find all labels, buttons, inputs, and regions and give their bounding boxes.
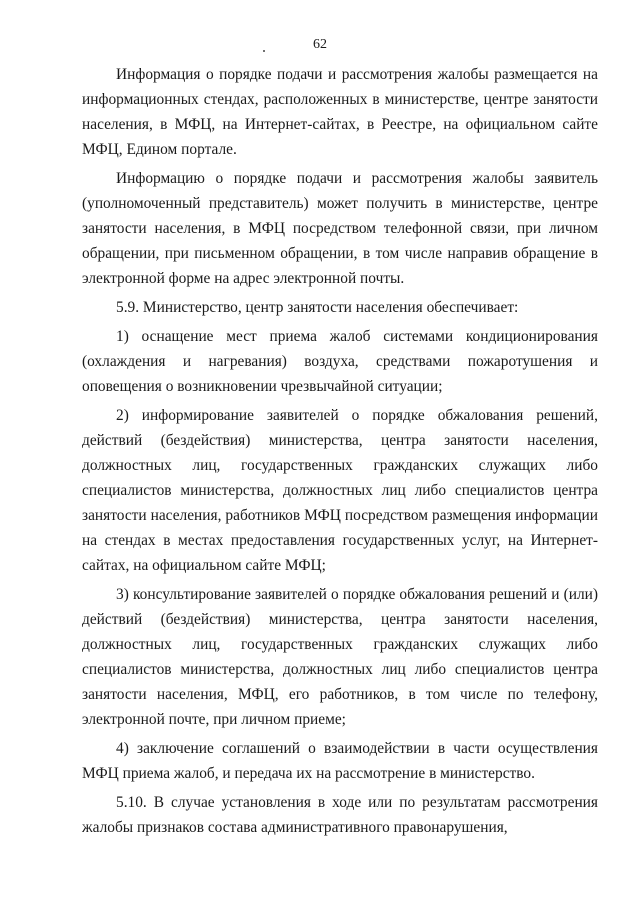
paragraph-item-3: 3) консультирование заявителей о порядке обжалования решений и (или) действий (бездействия) министерства, центра занятости населения, должностных лиц, государственных гражданских служащих либо специалистов министерства, должностных лиц либо специалистов центра занятости населения, МФЦ, его работников, в том числе по телефону, электронной почте, при личном приеме; (82, 586, 598, 728)
paragraph-item-2: 2) информирование заявителей о порядке обжалования решений, действий (бездействия) министерства, центра занятости населения, должностных лиц, государственных гражданских служащих либо специалистов министерства, должностных лиц либо специалистов центра занятости населения, работников МФЦ посредством размещения информации на стендах в местах предоставления государственных услуг, на Интернет-сайтах, на официальном сайте МФЦ; (82, 407, 598, 574)
paragraph-complaint-info-placement: Информация о порядке подачи и рассмотрения жалобы размещается на информационных стендах, расположенных в министерстве, центре занятости населения, в МФЦ, на Интернет-сайтах, в Реестре, на официальном сайте МФЦ, Едином портале. (82, 66, 598, 158)
page-number: 62 (313, 37, 327, 52)
paragraph-section-5-10: 5.10. В случае установления в ходе или по результатам рассмотрения жалобы признаков состава административного правонарушения, (82, 794, 598, 836)
paragraph-item-1: 1) оснащение мест приема жалоб системами кондиционирования (охлаждения и нагревания) воздуха, средствами пожаротушения и оповещения о возникновении чрезвычайной ситуации; (82, 328, 598, 395)
document-body (82, 62, 598, 844)
paragraph-complaint-info-obtaining: Информацию о порядке подачи и рассмотрения жалобы заявитель (уполномоченный представитель) может получить в министерстве, центре занятости населения, в МФЦ посредством телефонной связи, при личном обращении, при письменном обращении, в том числе направив обращение в электронной форме на адрес электронной почты. (82, 170, 598, 287)
paragraph-item-4: 4) заключение соглашений о взаимодействии в части осуществления МФЦ приема жалоб, и передача их на рассмотрение в министерство. (82, 740, 598, 782)
paragraph-section-5-9: 5.9. Министерство, центр занятости населения обеспечивает: (116, 299, 519, 316)
